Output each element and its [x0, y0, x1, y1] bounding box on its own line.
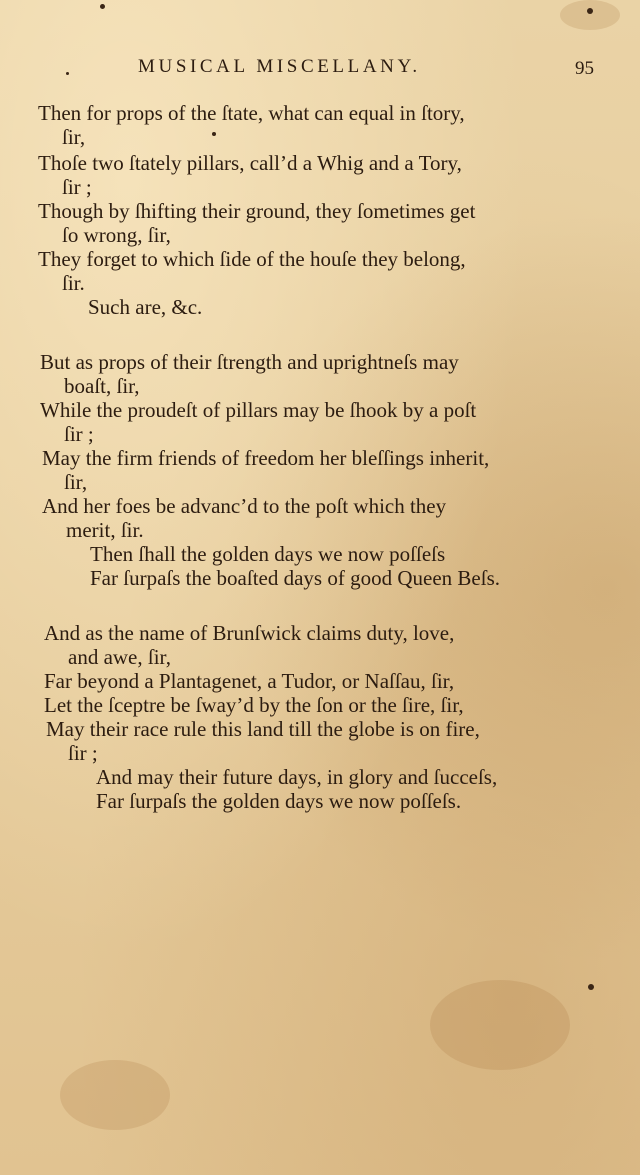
ink-speck [212, 132, 216, 136]
foxing-stain [430, 980, 570, 1070]
verse-line: ſir, [64, 470, 88, 494]
verse-line: Far beyond a Plantagenet, a Tudor, or Naſſau, ſir, [44, 669, 455, 693]
page-header [0, 56, 640, 86]
refrain-line: Far ſurpaſs the boaſted days of good Queen Beſs. [90, 566, 500, 590]
verse-line: ſir ; [68, 741, 98, 765]
verse-line: ſir, [62, 125, 86, 149]
verse-line: boaſt, ſir, [64, 374, 140, 398]
verse-line: ſir. [62, 271, 85, 295]
verse-line: Though by ſhifting their ground, they ſometimes get [38, 199, 476, 223]
foxing-stain [60, 1060, 170, 1130]
ink-speck [100, 4, 105, 9]
verse-line: and awe, ſir, [68, 645, 171, 669]
verse-line: May the firm friends of freedom her bleſſings inherit, [42, 446, 490, 470]
refrain-line: Then ſhall the golden days we now poſſeſs [90, 542, 446, 566]
verse-line: Thoſe two ſtately pillars, call’d a Whig and a Tory, [38, 151, 462, 175]
refrain-line: And may their future days, in glory and ſucceſs, [96, 765, 498, 789]
verse-line: May their race rule this land till the globe is on fire, [46, 717, 480, 741]
verse-line: Let the ſceptre be ſway’d by the ſon or the ſire, ſir, [44, 693, 464, 717]
foxing-stain [560, 0, 620, 30]
ink-speck [587, 8, 593, 14]
verse-line: merit, ſir. [66, 518, 144, 542]
page-number: 95 [575, 58, 594, 79]
running-head: MUSICAL MISCELLANY. [138, 56, 421, 77]
verse-line: ſir ; [62, 175, 92, 199]
verse-line: And her foes be advanc’d to the poſt which they [42, 494, 447, 518]
refrain-line: Such are, &c. [88, 295, 203, 319]
verse-line: While the proudeſt of pillars may be ſhook by a poſt [40, 398, 477, 422]
verse-line: But as props of their ſtrength and uprightneſs may [40, 350, 459, 374]
verse-line: ſo wrong, ſir, [62, 223, 171, 247]
verse-line: And as the name of Brunſwick claims duty, love, [44, 621, 455, 645]
ink-speck [588, 984, 594, 990]
refrain-line: Far ſurpaſs the golden days we now poſſeſs. [96, 789, 462, 813]
verse-line: Then for props of the ſtate, what can equal in ſtory, [38, 101, 465, 125]
verse-line: They forget to which ſide of the houſe they belong, [38, 247, 466, 271]
verse-line: ſir ; [64, 422, 94, 446]
